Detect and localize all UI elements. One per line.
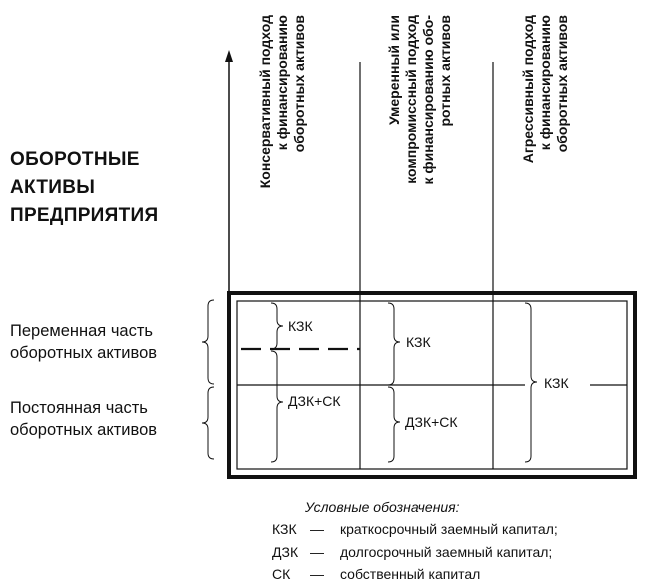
- column-heading-moderate: Умеренный или компромиссный подход к финансированию обо- ротных активов: [386, 15, 453, 185]
- row-label-permanent: Постоянная часть оборотных активов: [10, 399, 158, 439]
- legend-title: Условные обозначения:: [305, 499, 460, 515]
- legend-text: собственный капитал: [340, 566, 481, 582]
- legend-abbr: СК: [272, 566, 291, 582]
- brace-moderate-short: [388, 303, 400, 385]
- brace-conservative-long: [271, 351, 283, 462]
- legend-item: [272, 544, 552, 560]
- legend-item: [272, 566, 480, 582]
- brace-permanent: [202, 387, 214, 459]
- column-heading-conservative: Консервативный подход к финансированию оборотных активов: [257, 15, 307, 189]
- cell-moderate-short: КЗК: [406, 334, 431, 350]
- cell-conservative-short: КЗК: [288, 318, 313, 334]
- diagram-title: ОБОРОТНЫЕ АКТИВЫ ПРЕДПРИЯТИЯ: [10, 149, 159, 226]
- axis-arrowhead: [225, 50, 233, 62]
- legend-text: долгосрочный заемный капитал;: [340, 544, 553, 560]
- legend-dash: —: [310, 566, 324, 582]
- legend-abbr: ДЗК: [272, 544, 299, 560]
- brace-moderate-long: [388, 387, 400, 462]
- legend-dash: —: [310, 521, 324, 537]
- brace-aggressive: [525, 303, 537, 462]
- row-label-variable: Переменная часть оборотных активов: [10, 322, 158, 362]
- cell-conservative-long: ДЗК+СК: [288, 393, 341, 409]
- legend-dash: —: [310, 544, 324, 560]
- column-heading-aggressive: Агрессивный подход к финансированию оборотных активов: [520, 15, 570, 164]
- brace-conservative-short: [271, 303, 283, 349]
- cell-moderate-long: ДЗК+СК: [405, 414, 458, 430]
- brace-variable: [202, 300, 214, 384]
- legend-item: [272, 521, 558, 537]
- legend-text: краткосрочный заемный капитал;: [340, 521, 558, 537]
- legend-abbr: КЗК: [272, 521, 297, 537]
- cell-aggressive-short: КЗК: [544, 375, 569, 391]
